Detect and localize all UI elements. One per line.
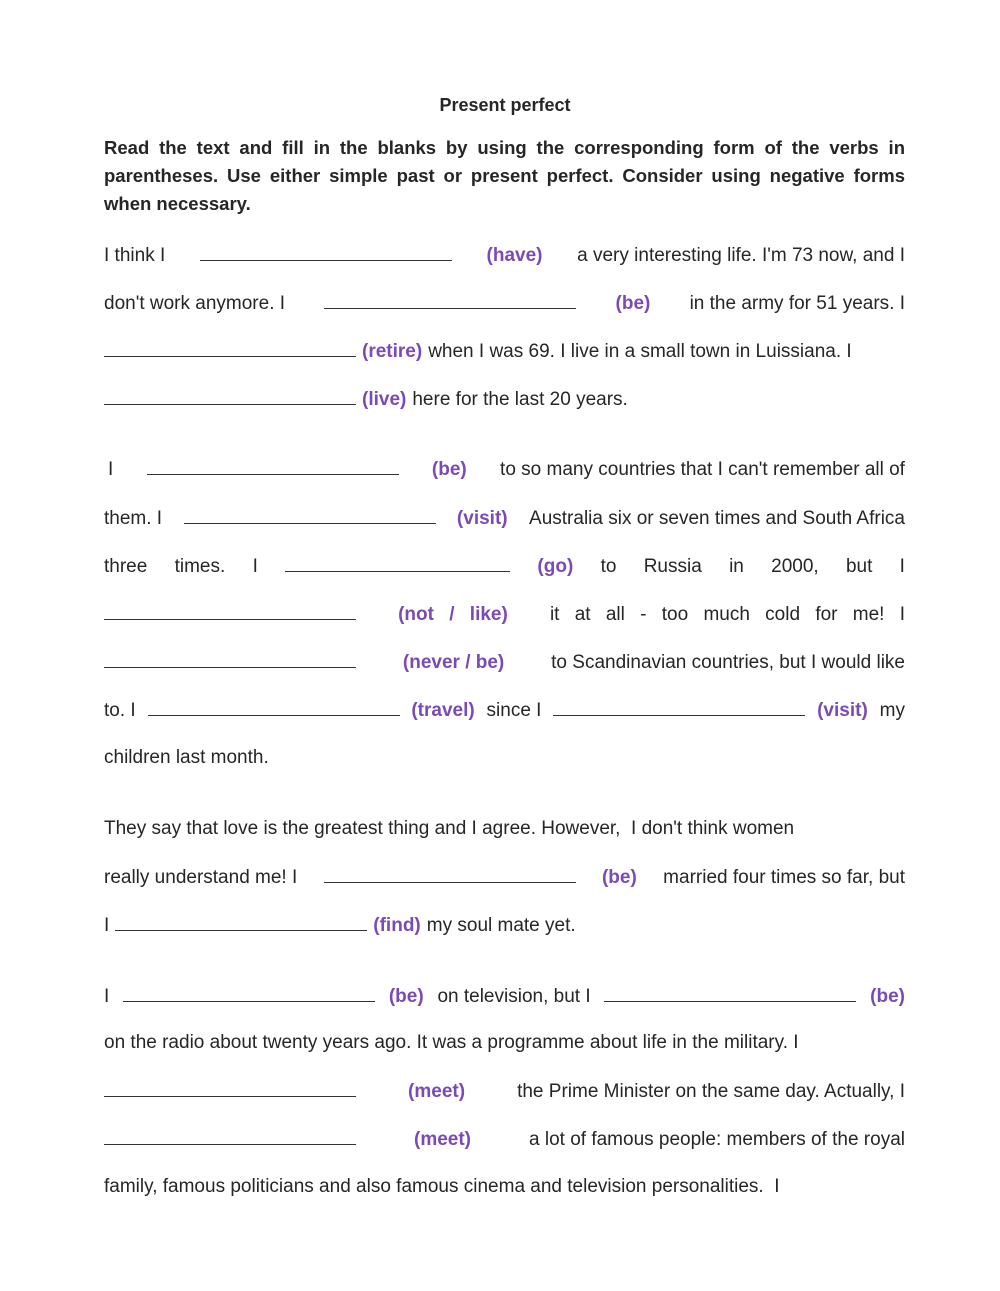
- text-line: to. I (travel) since I (visit) my: [104, 695, 905, 726]
- page-title: Present perfect: [439, 95, 571, 115]
- verb-hint: (not / like): [398, 604, 508, 625]
- verb-hint: (visit): [456, 508, 508, 529]
- verb-hint: (be): [601, 867, 637, 888]
- verb-hint: (be): [388, 986, 424, 1007]
- text-line: children last month.: [104, 747, 269, 768]
- verb-hint: (meet): [408, 1081, 466, 1102]
- blank-input[interactable]: [184, 503, 436, 524]
- text-line: (live) here for the last 20 years.: [104, 384, 905, 415]
- verb-hint: (have): [486, 245, 543, 266]
- text-line: I (be) on television, but I (be): [104, 981, 905, 1012]
- blank-input[interactable]: [324, 862, 576, 883]
- verb-hint: (visit): [817, 700, 868, 721]
- verb-hint: (never / be): [402, 652, 505, 673]
- blank-input[interactable]: [604, 981, 856, 1002]
- blank-input[interactable]: [104, 599, 356, 620]
- blank-input[interactable]: [285, 551, 510, 572]
- instructions: Read the text and fill in the blanks by using the corresponding form of the verbs in parentheses. Use either simple past or present perfect. Consider using negative forms when necessary.: [104, 137, 905, 214]
- text-line: (not / like) it at all - too much cold for me! I: [104, 599, 905, 630]
- blank-input[interactable]: [324, 288, 576, 309]
- text-line: (meet) a lot of famous people: members of the royal: [104, 1124, 905, 1155]
- blank-input[interactable]: [104, 384, 356, 405]
- blank-input[interactable]: [104, 1076, 356, 1097]
- verb-hint: (be): [615, 293, 651, 314]
- blank-input[interactable]: [200, 240, 452, 261]
- text-line: on the radio about twenty years ago. It was a programme about life in the military. I: [104, 1032, 799, 1053]
- verb-hint: (be): [431, 459, 467, 480]
- blank-input[interactable]: [147, 454, 399, 475]
- verb-hint: (find): [373, 915, 421, 936]
- blank-input[interactable]: [104, 647, 356, 668]
- blank-input[interactable]: [104, 336, 356, 357]
- blank-input[interactable]: [553, 695, 805, 716]
- text-line: really understand me! I (be) married four times so far, but: [104, 862, 905, 893]
- verb-hint: (travel): [411, 700, 475, 721]
- blank-input[interactable]: [123, 981, 375, 1002]
- text-line: (never / be) to Scandinavian countries, but I would like: [104, 647, 905, 678]
- verb-hint: (go): [537, 556, 574, 577]
- blank-input[interactable]: [148, 695, 400, 716]
- text-line: (meet) the Prime Minister on the same day. Actually, I: [104, 1076, 905, 1107]
- verb-hint: (retire): [362, 341, 423, 362]
- text-line: them. I (visit) Australia six or seven times and South Africa: [104, 503, 905, 534]
- text-line: I (find) my soul mate yet.: [104, 910, 905, 941]
- text-line: three times. I (go) to Russia in 2000, but I: [104, 551, 905, 582]
- text-line: family, famous politicians and also famous cinema and television personalities. I: [104, 1176, 780, 1197]
- text-line: I think I (have) a very interesting life. I'm 73 now, and I: [104, 240, 905, 271]
- text-line: don't work anymore. I (be) in the army for 51 years. I: [104, 288, 905, 319]
- blank-input[interactable]: [115, 910, 367, 931]
- verb-hint: (live): [362, 389, 407, 410]
- text-line: They say that love is the greatest thing and I agree. However, I don't think women: [104, 818, 795, 839]
- blank-input[interactable]: [104, 1124, 356, 1145]
- verb-hint: (be): [870, 986, 905, 1007]
- verb-hint: (meet): [414, 1129, 472, 1150]
- text-line: (retire) when I was 69. I live in a small town in Luissiana. I: [104, 336, 905, 367]
- text-line: I (be) to so many countries that I can't remember all of: [104, 454, 905, 485]
